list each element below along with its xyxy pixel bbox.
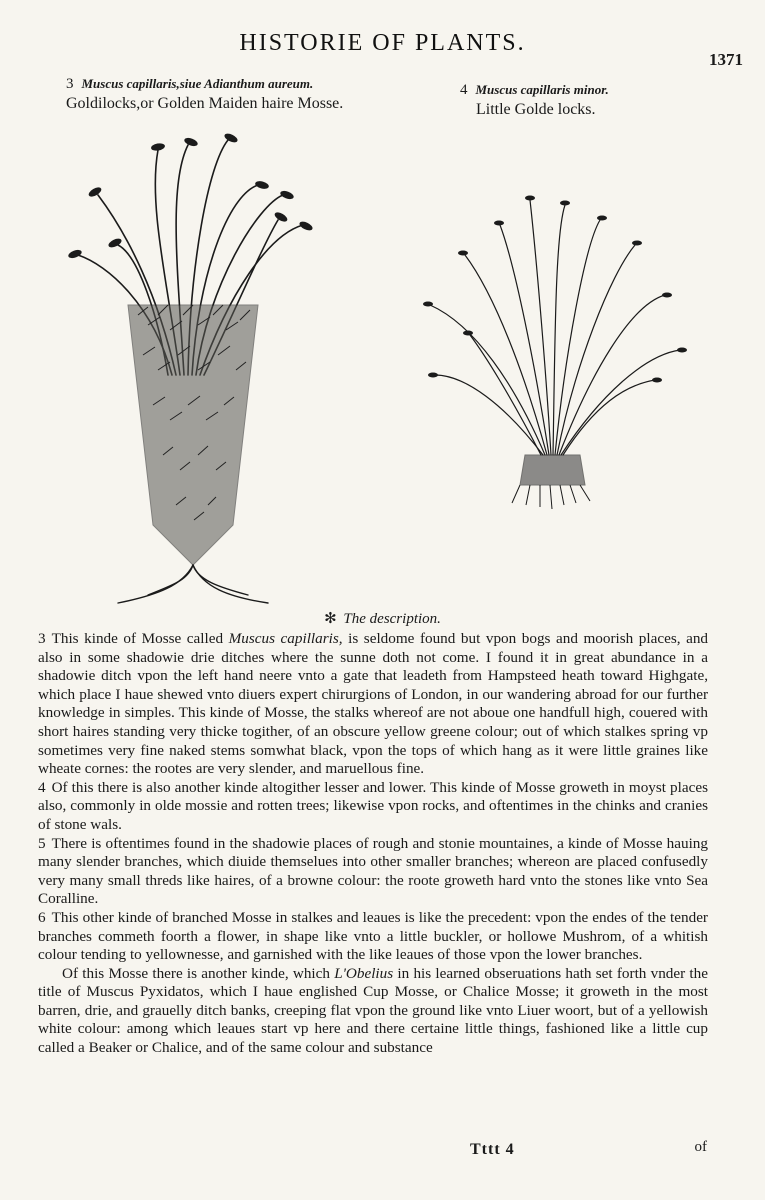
page-number: 1371 [709, 50, 743, 69]
paragraph-italic: L'Obelius [334, 964, 394, 982]
paragraph-number: 6 [38, 908, 46, 926]
catchword: of [694, 1139, 707, 1155]
figure-number: 3 [66, 76, 74, 92]
figure-english-name: Little Golde locks. [476, 101, 596, 118]
figure-caption-right [460, 80, 700, 119]
paragraph [38, 779, 708, 835]
asterism-icon: ✻ [324, 611, 337, 627]
paragraph-number: 3 [38, 630, 46, 647]
goldilocks-moss-woodcut-icon [58, 125, 328, 610]
paragraph-text: This other kinde of branched Mosse in stalkes and leaues is like the precedent: vpon the endes of the tender branches commeth foorth a flower, in shape like vnto a little buckler, or hollowe Mushrom, of a whitish colour tending to yellownesse, and garnished with the like leaues of those vpon the lower branches. [38, 908, 708, 964]
paragraph-text: Of this there is also another kinde altogither lesser and lower. This kinde of Mosse groweth in moyst places also, commonly in olde mossie and rotten trees; likewise vpon rocks, and oftentimes in the chinks and cranies of stone wals. [38, 778, 708, 833]
paragraph [38, 835, 708, 909]
paragraph-number: 4 [38, 778, 46, 796]
figure-latin-name: Muscus capillaris minor. [475, 82, 609, 97]
paragraph-text: There is oftentimes found in the shadowie places of rough and stonie mountaines, a kinde of Mosse hauing many slender branches, which diuide themselues into other smaller branches; whereon are placed confusedly very many small threds like haires, of a browne colour: the roote groweth hard vnto the stones like vnto Sea Coralline. [38, 834, 708, 908]
paragraph-italic: Muscus capillaris, [228, 630, 343, 647]
paragraph-text: Of this Mosse there is another kinde, which [62, 964, 335, 982]
signature-mark: Tttt 4 [470, 1141, 515, 1158]
paragraph [38, 965, 708, 1058]
description-body [38, 630, 708, 1058]
running-title: HISTORIE OF PLANTS. [239, 30, 526, 56]
figure-caption-left [66, 74, 426, 113]
paragraph-text: This kinde of Mosse called [51, 630, 229, 647]
description-heading [0, 609, 765, 628]
description-heading-text: The description. [343, 611, 441, 627]
paragraph-text: is seldome found but vpon bogs and moorish places, and also in some shadowie drie ditches where the sunne doth not come. I found it in great abundance in a shadowie ditch vpon the left hand neere vnto a gate that leadeth from Hampsteed heath toward Highgate, which place I haue shewed vnto diuers expert chirurgions of London, in our wandering abroad for our further knowledge in simples. This kinde of Mosse, the stalks whereof are not aboue one handfull high, couered with short haires standing very thicke togither, of an obscure yellow greene colour; out of which stalkes spring vp sometimes very fine naked stems somwhat black, vpon the tops of which hang as it were little graines like wheate cornes: the rootes are very slender, and maruellous fine. [38, 630, 709, 778]
paragraph [38, 909, 708, 965]
little-goldilocks-moss-woodcut-icon [415, 185, 695, 515]
paragraph-number: 5 [38, 834, 46, 852]
paragraph-text: in his learned obseruations hath set forth vnder the title of Muscus Pyxidatos, which I haue englished Cup Mosse, or Chalice Mosse; it groweth in the most barren, drie, and grauelly ditch banks, creeping flat vpon the ground like vnto Liuer woort, but of a yellowish white colour: among which leaues start vp here and there certaine little things, fashioned like a little cup called a Beaker or Chalice, and of the same colour and substance [38, 964, 708, 1057]
figure-english-name: Goldilocks,or Golden Maiden haire Mosse. [66, 95, 344, 112]
paragraph [38, 630, 708, 779]
figure-latin-name: Muscus capillaris,siue Adianthum aureum. [81, 76, 314, 91]
figure-number: 4 [460, 82, 468, 98]
